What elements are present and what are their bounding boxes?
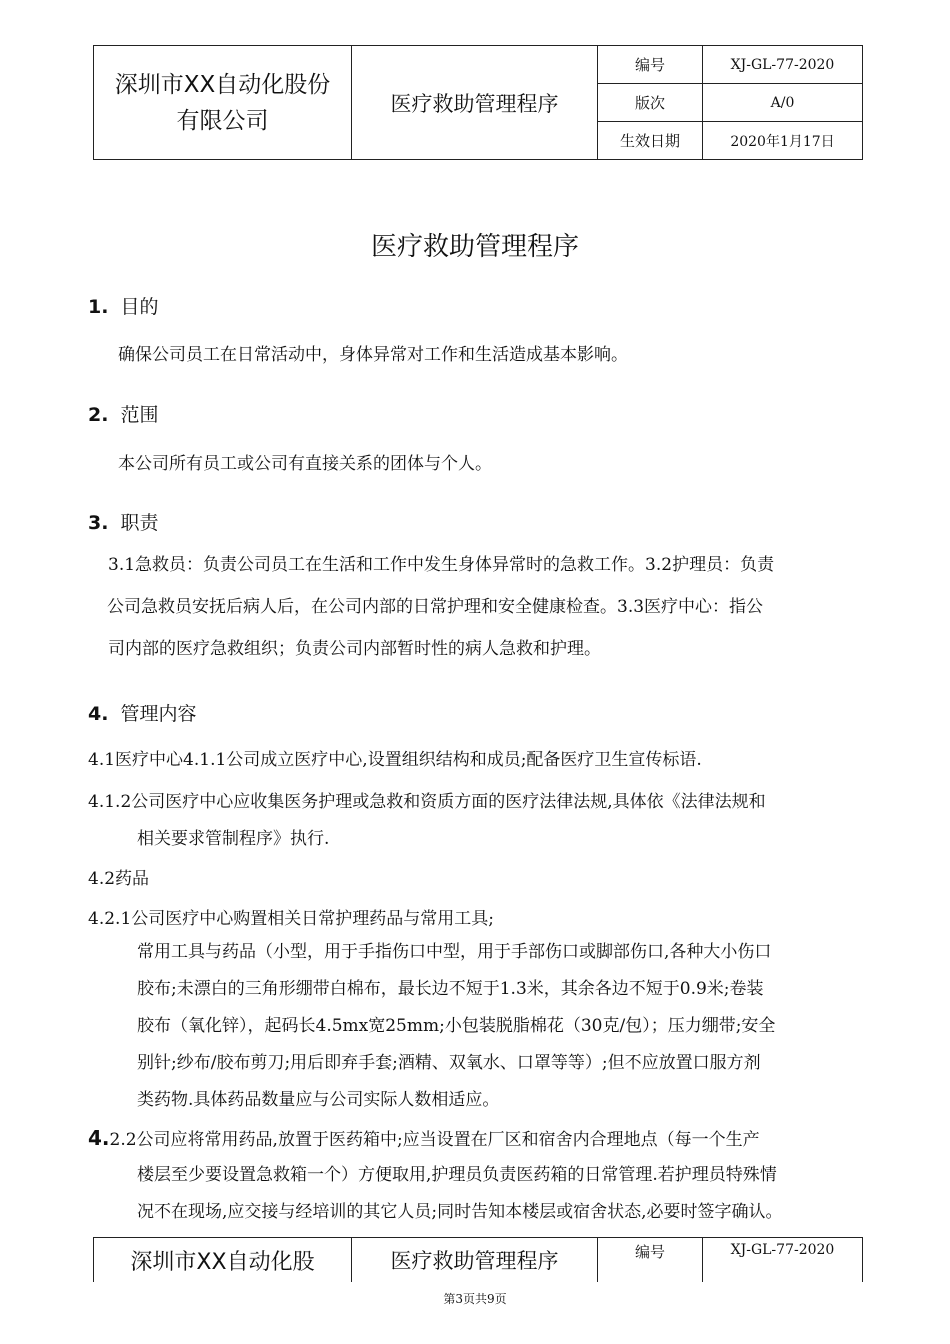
header-label-number: 编号 — [598, 46, 703, 84]
management-p3: 4.2药品 — [88, 869, 150, 889]
management-p6-rest — [137, 1157, 863, 1231]
header-doc-title: 医疗救助管理程序 — [352, 46, 598, 160]
header-label-version: 版次 — [598, 84, 703, 122]
section-scope-heading — [88, 400, 158, 427]
management-p5 — [137, 934, 863, 1119]
management-p6-lead: 4. — [88, 1126, 110, 1150]
document-title: 医疗救助管理程序 — [370, 232, 579, 262]
text-line: 楼层至少要设置急救箱一个）方便取用,护理员负责医药箱的日常管理.若护理员特殊情 — [137, 1165, 777, 1185]
text-line: 2.2公司应将常用药品,放置于医药箱中;应当设置在厂区和宿舍内合理地点（每一个生产 — [109, 1130, 760, 1150]
section-title: 范围 — [120, 404, 159, 426]
footer-value-number: XJ-GL-77-2020 — [703, 1238, 863, 1283]
management-p2-first: 4.1.2公司医疗中心应收集医务护理或急救和资质方面的医疗法律法规,具体依《法律法规和 — [88, 792, 766, 812]
text-line: 胶布;未漂白的三角形绷带白棉布，最长边不短于1.3米，其余各边不短于0.9米;卷装 — [137, 979, 764, 999]
page-number: 第3页共9页 — [443, 1292, 507, 1306]
footer-company: 深圳市XX自动化股 — [94, 1238, 352, 1283]
header-label-effective-date: 生效日期 — [598, 122, 703, 160]
text-line: 胶布（氧化锌），起码长4.5mx宽25mm;小包装脱脂棉花（30克/包）；压力绷带;安全 — [137, 1016, 776, 1036]
section-title: 管理内容 — [120, 703, 197, 725]
responsibility-text — [108, 544, 862, 670]
text-line: 公司急救员安抚后病人后，在公司内部的日常护理和安全健康检查。3.3医疗中心：指公 — [107, 597, 764, 617]
section-number: 3. — [88, 512, 109, 534]
management-p2-cont: 相关要求管制程序》执行. — [137, 829, 330, 849]
scope-text: 本公司所有员工或公司有直接关系的团体与个人。 — [118, 454, 492, 474]
section-number: 2. — [88, 404, 109, 426]
management-p4: 4.2.1公司医疗中心购置相关日常护理药品与常用工具; — [88, 909, 494, 929]
text-line: 况不在现场,应交接与经培训的其它人员;同时告知本楼层或宿舍状态,必要时签字确认。 — [137, 1202, 783, 1222]
footer-table — [93, 1237, 863, 1282]
purpose-text: 确保公司员工在日常活动中，身体异常对工作和生活造成基本影响。 — [118, 345, 628, 365]
section-management-heading — [88, 699, 196, 726]
text-line: 类药物.具体药品数量应与公司实际人数相适应。 — [137, 1090, 500, 1110]
footer-doc-title: 医疗救助管理程序 — [352, 1238, 598, 1283]
section-title: 目的 — [120, 296, 159, 318]
section-purpose-heading — [88, 292, 158, 319]
text-line: 3.1急救员：负责公司员工在生活和工作中发生身体异常时的急救工作。3.2护理员：负责 — [108, 555, 775, 575]
header-table — [93, 45, 863, 160]
header-company: 深圳市XX自动化股份有限公司 — [94, 46, 352, 160]
footer-label-number: 编号 — [598, 1238, 703, 1283]
header-value-effective-date: 2020年1月17日 — [703, 122, 863, 160]
text-line: 别针;纱布/胶布剪刀;用后即弃手套;酒精、双氧水、口罩等等）;但不应放置口服方剂 — [137, 1053, 761, 1073]
section-title: 职责 — [120, 512, 159, 534]
section-number: 4. — [88, 703, 109, 725]
header-value-version: A/0 — [703, 84, 863, 122]
text-line: 司内部的医疗急救组织；负责公司内部暂时性的病人急救和护理。 — [108, 639, 601, 659]
section-responsibility-heading — [88, 508, 158, 535]
text-line: 常用工具与药品（小型，用于手指伤口中型，用于手部伤口或脚部伤口,各种大小伤口 — [137, 942, 772, 962]
header-value-number: XJ-GL-77-2020 — [703, 46, 863, 84]
section-number: 1. — [88, 296, 109, 318]
management-p6-first — [88, 1125, 760, 1150]
management-p1: 4.1医疗中心4.1.1公司成立医疗中心,设置组织结构和成员;配备医疗卫生宣传标语. — [88, 750, 702, 770]
